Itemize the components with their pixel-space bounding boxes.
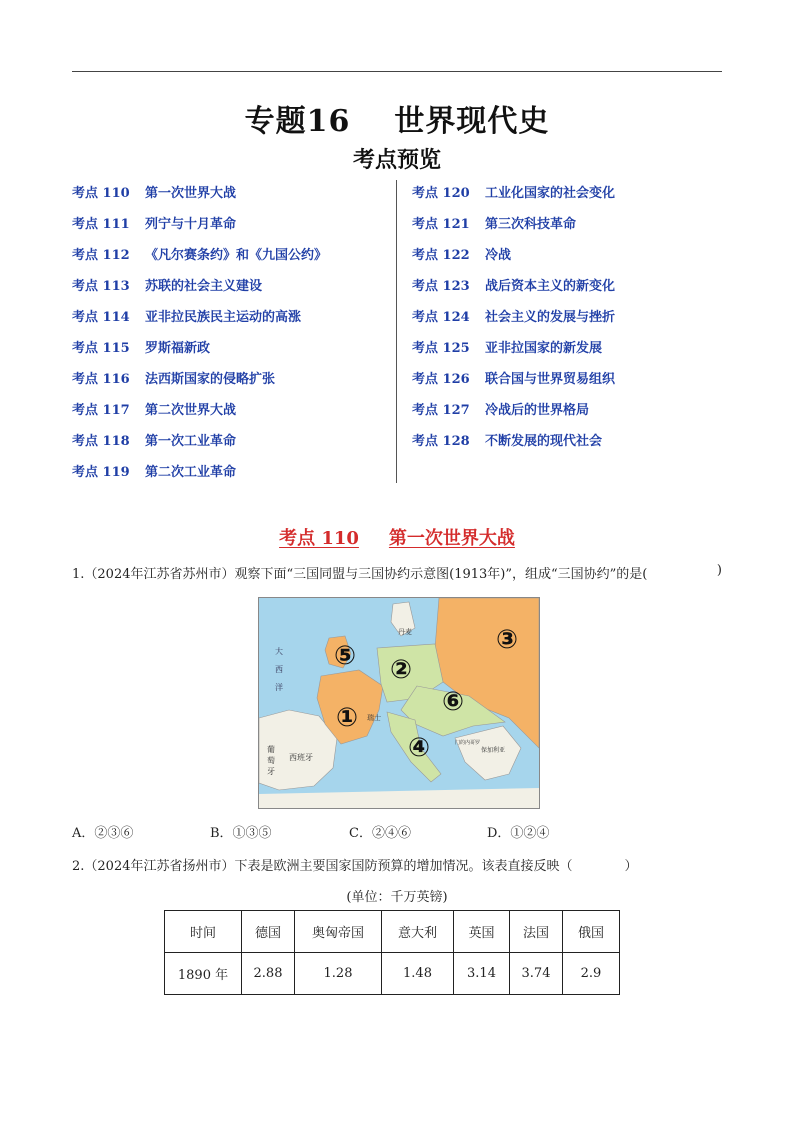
toc-code: 考点 116 [72,372,130,387]
toc-item[interactable] [72,276,327,307]
toc-item[interactable] [412,276,615,307]
toc-code: 考点 122 [412,248,470,263]
marker-2: ② [389,655,413,685]
toc-code: 考点 124 [412,310,470,325]
toc-code: 考点 119 [72,465,130,480]
question-1-text: 1.（2024年江苏省苏州市）观察下面“三国同盟与三国协约示意图(1913年)”，组成“三国协约”的是( [72,567,648,582]
table-cell: 1.48 [382,953,454,995]
toc-right-column [412,183,615,462]
title-main: 专题16 [244,104,351,139]
table-cell: 2.88 [242,953,295,995]
question-1 [72,563,722,582]
marker-4: ④ [407,733,431,763]
option-d[interactable]: D．①②④ [487,826,550,841]
table-header-cell: 俄国 [563,911,620,953]
option-c[interactable]: C．②④⑥ [349,826,411,841]
toc-label: 第二次工业革命 [145,465,237,480]
toc-item[interactable] [72,245,327,276]
toc-item[interactable] [72,400,327,431]
toc-label: 苏联的社会主义建设 [145,279,263,294]
header-rule [72,71,722,72]
toc-label: 罗斯福新政 [145,341,211,356]
marker-1: ① [335,703,359,733]
table-unit: (单位：千万英镑) [346,890,448,905]
toc-item[interactable] [72,338,327,369]
toc-label: 列宁与十月革命 [145,217,237,232]
toc-label: 第二次世界大战 [145,403,237,418]
map-label-portugal-3: 牙 [267,767,275,776]
answer-paren: ） [624,859,638,874]
toc-code: 考点 120 [412,186,470,201]
map-label-atlantic-2: 西 [275,665,283,674]
toc-item[interactable] [412,369,615,400]
toc-item[interactable] [72,462,327,493]
section-code: 考点 110 [279,528,359,549]
toc-label: 第一次工业革命 [145,434,237,449]
question-2-text: 2.（2024年江苏省扬州市）下表是欧洲主要国家国防预算的增加情况。该表直接反映（ [72,859,573,874]
answer-paren: ) [716,563,722,578]
table-header-cell: 英国 [454,911,510,953]
toc-code: 考点 110 [72,186,130,201]
toc-item[interactable] [412,183,615,214]
budget-table [164,910,620,995]
toc-code: 考点 115 [72,341,130,356]
map-label-switzerland: 瑞士 [367,714,381,722]
toc-code: 考点 111 [72,217,130,232]
page-subtitle: 考点预览 [352,147,441,173]
table-cell: 2.9 [563,953,620,995]
toc-code: 考点 126 [412,372,470,387]
toc-label: 不断发展的现代社会 [485,434,603,449]
toc-code: 考点 118 [72,434,130,449]
map-label-atlantic-3: 洋 [275,683,283,692]
toc-label: 亚非拉民族民主运动的高涨 [145,310,302,325]
table-row [165,953,620,995]
toc-item[interactable] [72,214,327,245]
toc-label: 工业化国家的社会变化 [485,186,616,201]
toc-item[interactable] [412,245,615,276]
map-label-portugal-2: 萄 [267,756,275,765]
toc-code: 考点 128 [412,434,470,449]
title-sub: 世界现代史 [394,104,550,139]
map-label-bulgaria: 保加利亚 [481,747,506,754]
toc-label: 冷战后的世界格局 [485,403,590,418]
toc-item[interactable] [72,369,327,400]
toc-label: 法西斯国家的侵略扩张 [145,372,276,387]
table-cell: 1890 年 [165,953,242,995]
map-label-montenegro: 门的内哥罗 [455,740,481,746]
table-header-row [165,911,620,953]
toc-item[interactable] [412,338,615,369]
marker-3: ③ [495,625,519,655]
toc-label: 第三次科技革命 [485,217,577,232]
toc-item[interactable] [72,307,327,338]
table-header-cell: 时间 [165,911,242,953]
table-header-cell: 意大利 [382,911,454,953]
table-cell: 3.74 [510,953,563,995]
map-label-spain: 西班牙 [289,753,313,762]
table-header-cell: 德国 [242,911,295,953]
map-label-denmark: 丹麦 [398,628,412,636]
toc-label: 联合国与世界贸易组织 [485,372,616,387]
toc-item[interactable] [72,431,327,462]
table-cell: 3.14 [454,953,510,995]
toc-code: 考点 121 [412,217,470,232]
marker-5: ⑤ [333,641,357,671]
toc-label: 第一次世界大战 [145,186,237,201]
toc-left-column [72,183,327,493]
toc-item[interactable] [412,214,615,245]
toc-code: 考点 123 [412,279,470,294]
toc-divider [396,180,397,483]
toc-code: 考点 117 [72,403,130,418]
toc-item[interactable] [412,431,615,462]
table-header-cell: 奥匈帝国 [295,911,382,953]
toc-label: 社会主义的发展与挫折 [485,310,616,325]
toc-label: 冷战 [485,248,512,263]
option-a[interactable]: A．②③⑥ [72,826,134,841]
table-cell: 1.28 [295,953,382,995]
toc-item[interactable] [72,183,327,214]
map-label-atlantic-1: 大 [275,647,283,656]
toc-code: 考点 114 [72,310,130,325]
toc-label: 亚非拉国家的新发展 [485,341,603,356]
section-title: 第一次世界大战 [388,528,515,549]
page-title [0,96,794,140]
toc-label: 《凡尔赛条约》和《九国公约》 [145,248,328,263]
toc-code: 考点 112 [72,248,130,263]
toc-item[interactable] [412,400,615,431]
map-label-portugal-1: 葡 [267,745,275,754]
section-heading [0,524,794,550]
toc-code: 考点 113 [72,279,130,294]
option-b[interactable]: B．①③⑤ [210,826,272,841]
toc-code: 考点 125 [412,341,470,356]
toc-code: 考点 127 [412,403,470,418]
question-2 [72,855,722,874]
europe-map [258,597,540,809]
marker-6: ⑥ [441,687,465,717]
toc-item[interactable] [412,307,615,338]
table-header-cell: 法国 [510,911,563,953]
map-graphic [259,598,539,808]
toc-label: 战后资本主义的新变化 [485,279,616,294]
